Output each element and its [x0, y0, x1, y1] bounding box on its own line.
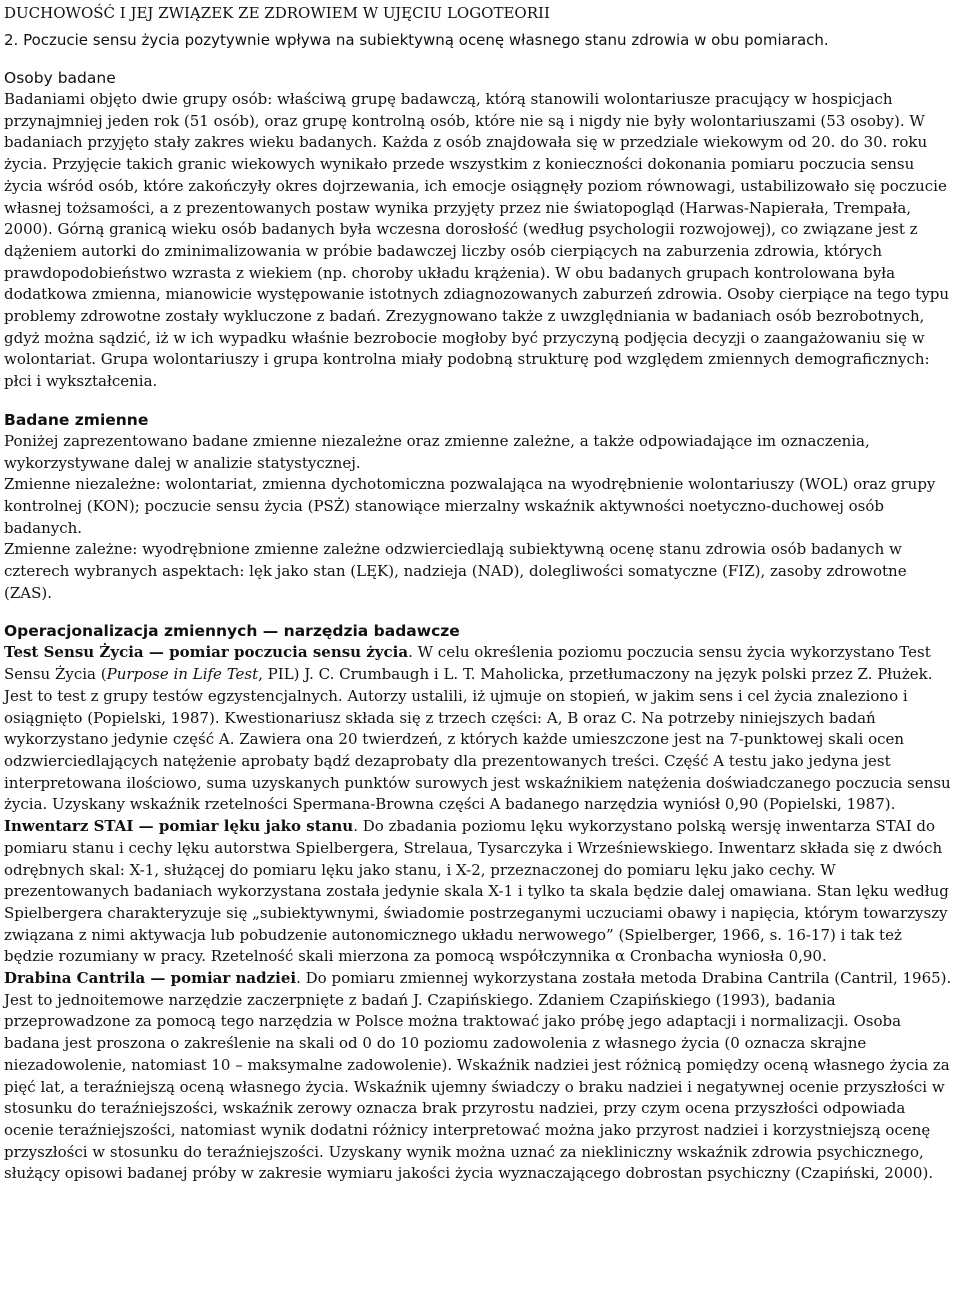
pil-paragraph [4, 642, 956, 816]
pil-text-a: . W celu określenia poziomu poczucia sensu życia wykorzystano Test Sensu Życia ( [4, 643, 931, 684]
heading-variables: Badane zmienne [4, 410, 149, 429]
heading-subjects: Osoby badane [4, 69, 116, 87]
cantril-text: . Do pomiaru zmiennej wykorzystana została metoda Drabina Cantrila (Cantril, 1965). Jest to jednoitemowe narzędzie zaczerpnięte z badań J. Czapińskiego. Zdaniem Czapińskiego (1993), badania przeprowadzone za pomocą tego narzędzia w Polsce można traktować jako próbę jego adaptacji i normalizacji. Osoba badana jest proszona o zakreślenie na skali od 0 do 10 poziomu zadowolenia z własnego życia (0 oznacza skrajne niezadowolenie, natomiast 10 – maksymalne zadowolenie). Wskaźnik nadziei jest różnicą pomiędzy oceną własnego życia za pięć lat, a teraźniejszą oceną własnego życia. Wskaźnik ujemny świadczy o braku nadziei i negatywnej ocenie przyszłości w stosunku do teraźniejszości, wskaźnik zerowy oznacza brak przyrostu nadziei, przy czym ocena przyszłości odpowiada ocenie teraźniejszości, natomiast wynik dodatni różnicy interpretować można jako przyrost nadziei i korzystniejszą ocenę przyszłości w stosunku do teraźniejszości. Uzyskany wynik można uznać za niekliniczny wskaźnik zdrowia psychicznego, służący opisowi badanej próby w zakresie wymiaru jakości życia wyznaczającego dobrostan psychiczny (Czapiński, 2000). [4, 969, 952, 1183]
stai-title: Inwentarz STAI — pomiar lęku jako stanu [4, 817, 354, 836]
stai-text: . Do zbadania poziomu lęku wykorzystano polską wersję inwentarza STAI do pomiaru stanu i cechy lęku autorstwa Spielbergera, Strelaua, Tysarczyka i Wrześniewskiego. Inwentarz składa się z dwóch odrębnych skal: X-1, służącej do pomiaru lęku jako stanu, i X-2, przeznaczonej do pomiaru lęku jako cechy. W prezentowanych badaniach wykorzystana została jedynie skala X-1 i tylko ta skala będzie dalej omawiana. Stan lęku według Spielbergera charakteryzuje się „subiektywnymi, świadomie postrzeganymi uczuciami obawy i napięcia, którym towarzyszy związana z nimi aktywacja lub pobudzenie autonomicznego układu nerwowego” (Spielberger, 1966, s. 16-17) i tak też będzie rozumiany w pracy. Rzetelność skali mierzona za pomocą współczynnika α Cronbacha wyniosła 0,90. [4, 817, 949, 966]
variables-paragraph-1: Poniżej zaprezentowano badane zmienne niezależne oraz zmienne zależne, a także odpowiadające im oznaczenia, wykorzystywane dalej w analizie statystycznej. [4, 431, 870, 472]
cantril-paragraph [4, 968, 956, 1185]
hypothesis-2: 2. Poczucie sensu życia pozytywnie wpływa na subiektywną ocenę własnego stanu zdrowia w obu pomiarach. [4, 31, 829, 49]
stai-paragraph [4, 816, 956, 968]
variables-paragraph-2: Zmienne niezależne: wolontariat, zmienna dychotomiczna pozwalająca na wyodrębnienie wolontariuszy (WOL) oraz grupy kontrolnej (KON); poczucie sensu życia (PSŻ) stanowiące mierzalny wskaźnik aktywności noetyczno-duchowej osób badanych. [4, 475, 936, 537]
cantril-title: Drabina Cantrila — pomiar nadziei [4, 969, 297, 988]
variables-paragraph-3: Zmienne zależne: wyodrębnione zmienne zależne odzwierciedlają subiektywną ocenę stanu zdrowia osób badanych w czterech wybranych aspektach: lęk jako stan (LĘK), nadzieja (NAD), dolegliwości somatyczne (FIZ), zasoby zdrowotne (ZAS). [4, 540, 907, 602]
pil-italic-name: Purpose in Life Test [106, 665, 259, 684]
pil-title: Test Sensu Życia — pomiar poczucia sensu życia [4, 643, 409, 662]
pil-text-b: , PIL) J. C. Crumbaugh i L. T. Maholicka, przetłumaczony na język polski przez Z. Płużek. Jest to test z grupy testów egzystencjalnych. Autorzy ustalili, iż ujmuje on stopień, w jakim sens i cel życia znaleziono i osiągnięto (Popielski, 1987). Kwestionariusz składa się z trzech części: A, B oraz C. Na potrzeby niniejszych badań wykorzystano jedynie część A. Zawiera ona 20 twierdzeń, z których każde umieszczone jest na 7-punktowej skali ocen odzwierciedlających natężenie aprobaty bądź dezaprobaty dla prezentowanych treści. Część A testu jako jedyna jest interpretowana ilościowo, suma uzyskanych punktów surowych jest wskaźnikiem natężenia doświadczanego poczucia sensu życia. Uzyskany wskaźnik rzetelności Spermana-Browna części A badanego narzędzia wyniósł 0,90 (Popielski, 1987). [4, 665, 951, 814]
subjects-paragraph: Badaniami objęto dwie grupy osób: właściwą grupę badawczą, którą stanowili wolontariusze pracujący w hospicjach przynajmniej jeden rok (51 osób), oraz grupę kontrolną osób, które nie są i nigdy nie były wolontariuszami (53 osoby). W badaniach przyjęto stały zakres wieku badanych. Każda z osób znajdowała się w przedziale wiekowym od 20. do 30. roku życia. Przyjęcie takich granic wiekowych wynikało przede wszystkim z konieczności dokonania pomiaru poczucia sensu życia wśród osób, które zakończyły okres dojrzewania, ich emocje osiągnęły poziom równowagi, ustabilizowało się poczucie własnej tożsamości, a z prezentowanych postaw wynika przyjęty przez nie światopogląd (Harwas-Napierała, Trempała, 2000). Górną granicą wieku osób badanych była wczesna dorosłość (według psychologii rozwojowej), co związane jest z dążeniem autorki do zminimalizowania w próbie badawczej liczby osób cierpiących na zaburzenia zdrowia, których prawdopodobieństwo wzrasta z wiekiem (np. choroby układu krążenia). W obu badanych grupach kontrolowana była dodatkowa zmienna, mianowicie występowanie istotnych zdiagnozowanych zaburzeń zdrowia. Osoby cierpiące na tego typu problemy zdrowotne zostały wykluczone z badań. Zrezygnowano także z uwzględniania w badaniach osób bezrobotnych, gdyż można sądzić, iż w ich wypadku właśnie bezrobocie mogłoby być przyczyną podjęcia decyzji o zaangażowaniu się w wolontariat. Grupa wolontariuszy i grupa kontrolna miały podobną strukturę pod względem zmiennych demograficznych: płci i wykształcenia. [4, 90, 950, 391]
heading-tools: Operacjonalizacja zmiennych — narzędzia badawcze [4, 622, 460, 641]
running-header: DUCHOWOŚĆ I JEJ ZWIĄZEK ZE ZDROWIEM W UJĘCIU LOGOTEORII [4, 4, 550, 22]
